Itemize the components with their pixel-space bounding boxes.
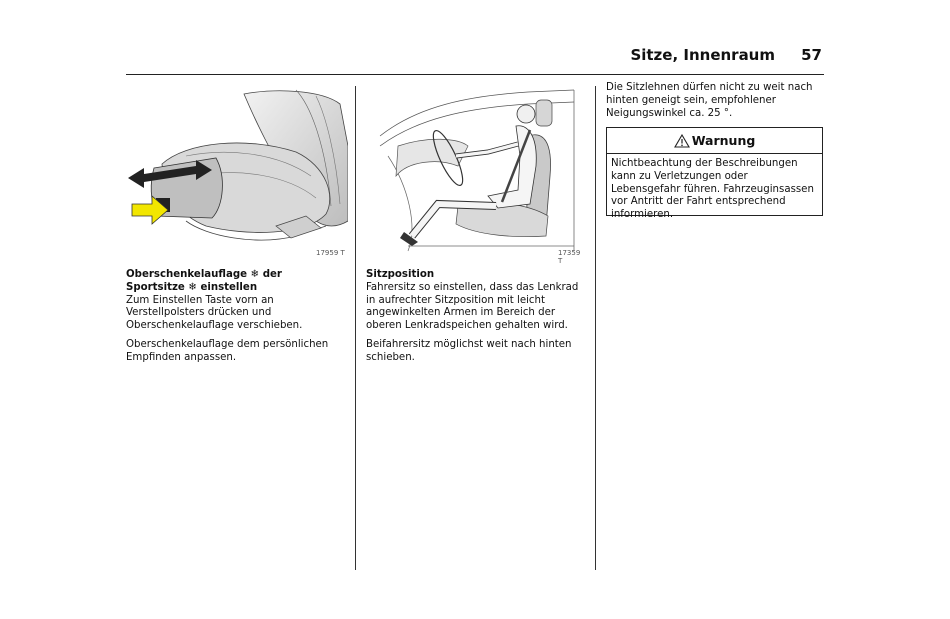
warning-box <box>606 127 823 221</box>
paragraph: Oberschenkelauflage dem persönlichen Empfinden anpassen. <box>126 338 329 363</box>
figure-thigh-support <box>126 86 348 258</box>
column-divider-2 <box>595 86 596 570</box>
figure-code: 17959 T <box>316 249 345 257</box>
section-backrest <box>606 82 824 120</box>
figure-seating-position <box>378 86 581 265</box>
figure-code: 17359 T <box>558 249 581 265</box>
warning-header <box>607 128 822 154</box>
section-seating-position <box>366 269 586 365</box>
warning-text: Nichtbeachtung der Beschreibungen kann zu Verletzungen oder Lebensgefahr führen. Fahrzeuginsassen vor Antritt der Fahrt entsprechend informieren. <box>611 158 814 221</box>
seating-position-illustration <box>378 86 578 258</box>
section-thigh-support <box>126 269 348 365</box>
paragraph: Beifahrersitz möglichst weit nach hinten schieben. <box>366 338 572 363</box>
page-header-title: Sitze, Innenraum <box>630 46 775 64</box>
thigh-support-illustration <box>126 86 348 258</box>
paragraph: Die Sitzlehnen dürfen nicht zu weit nach hinten geneigt sein, empfohlener Neigungswinkel ca. 25 °. <box>606 82 813 119</box>
star-icon: ❄ <box>188 281 197 293</box>
paragraph: Zum Einstellen Taste vorn an Verstellpolsters drücken und Oberschenkelauflage verschieben. <box>126 294 303 332</box>
warning-title: Warnung <box>691 133 756 148</box>
section-heading: Oberschenkelauflage ❄ der Sportsitze ❄ einstellen <box>126 269 282 293</box>
paragraph: Fahrersitz so einstellen, dass das Lenkrad in aufrechter Sitzposition mit leicht angewinkelten Armen im Bereich der oberen Lenkradspeichen gehalten wird. <box>366 281 579 332</box>
star-icon: ❄ <box>250 269 260 280</box>
page-number: 57 <box>801 46 822 64</box>
header-rule <box>126 74 824 75</box>
warning-triangle-icon <box>674 134 690 148</box>
section-heading: Sitzposition <box>366 269 435 280</box>
column-divider-1 <box>355 86 356 570</box>
